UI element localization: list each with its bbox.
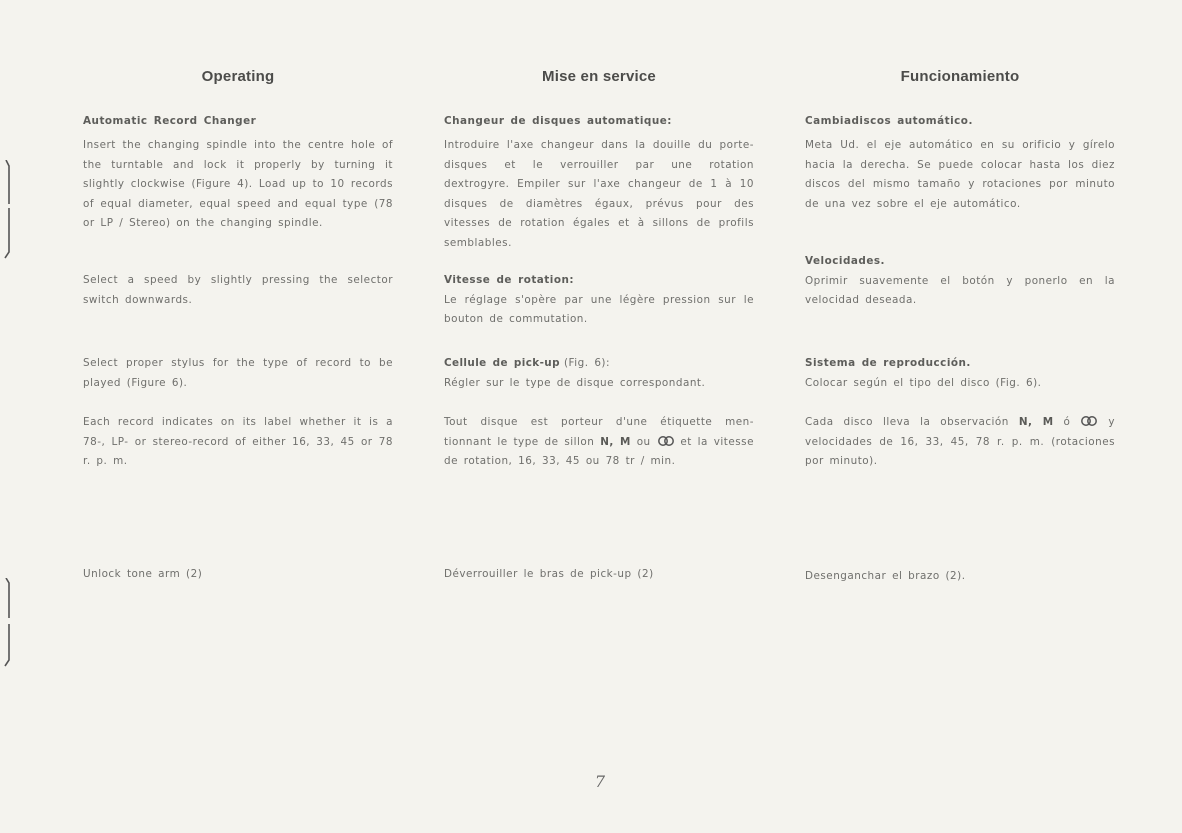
paragraph-text: Select proper stylus for the type of record to be played (Figure 6). <box>83 357 393 389</box>
subheading-changer-en: Automatic Record Changer <box>83 115 257 127</box>
label-text-b: velocidades de 16, 33, 45, 78 r. p. m. (rotaciones por minuto). <box>805 435 1115 467</box>
cell-fig-ref: (Fig. 6): <box>563 357 610 369</box>
paragraph-text: Unlock tone arm (2) <box>83 568 203 580</box>
subheading-changer-fr: Changeur de disques automatique: <box>444 115 672 127</box>
paragraph-text: Régler sur le type de disque correspondant. <box>444 376 706 389</box>
heading-mise-en-service: Mise en service <box>542 68 656 85</box>
paragraph-text <box>444 413 754 472</box>
paragraph-speed-en <box>83 271 393 310</box>
paragraph-text: Desenganchar el brazo (2). <box>805 570 966 582</box>
binding-mark <box>3 578 11 668</box>
paragraph-text: Colocar según el tipo del disco (Fig. 6). <box>805 376 1042 389</box>
paragraph-label-en <box>83 413 393 472</box>
paragraph-changer-en <box>83 136 393 234</box>
section-changer-en <box>83 112 393 132</box>
section-cell-fr <box>444 354 754 393</box>
subheading-speed-es: Velocidades. <box>805 255 886 267</box>
groove-letters: N, M <box>600 435 631 448</box>
section-changer-es <box>805 112 1115 132</box>
paragraph-text: Each record indicates on its label whether it is a 78-, LP- or stereo-record of either 16, 33, 45 or 78 r. p. m. <box>83 416 393 467</box>
heading-funcionamiento: Funcionamiento <box>900 68 1020 85</box>
label-or: ou <box>636 435 651 448</box>
paragraph-text: Select a speed by slightly pressing the selector switch downwards. <box>83 274 393 306</box>
section-changer-fr <box>444 112 754 132</box>
paragraph-stylus-en <box>83 354 393 393</box>
section-system-es <box>805 354 1115 393</box>
paragraph-text: Insert the changing spindle into the centre hole of the turntable and lock it properly by turning it slightly clockwise (Figure 4). Load up to 10 records of equal diameter, equal speed and equal type (78 or LP / Stereo) on the changing spindle. <box>83 139 393 229</box>
stereo-symbol-icon <box>657 436 675 446</box>
label-text-b: vitesse de rotation, 16, 33, 45 ou 78 tr / min. <box>444 435 754 467</box>
paragraph-text: Oprimir suavemente el botón y ponerlo en la velocidad deseada. <box>805 274 1115 306</box>
paragraph-unlock-es <box>805 567 1115 587</box>
section-speed-fr <box>444 271 754 330</box>
paragraph-label-es <box>805 413 1115 472</box>
paragraph-text: Déverrouiller le bras de pick-up (2) <box>444 568 654 580</box>
subheading-changer-es: Cambiadiscos automático. <box>805 115 973 127</box>
paragraph-changer-es <box>805 136 1115 214</box>
page-number: 7 <box>594 772 606 791</box>
paragraph-unlock-en <box>83 565 393 585</box>
subheading-system-es: Sistema de reproducción. <box>805 357 971 369</box>
groove-letters: N, M <box>1018 416 1054 428</box>
paragraph-text: Le réglage s'opère par une légère pression sur le bouton de commutation. <box>444 293 754 325</box>
paragraph-text <box>805 413 1115 472</box>
section-speed-es <box>805 252 1115 311</box>
subheading-cell-fr: Cellule de pick-up <box>444 357 560 369</box>
label-et: et la <box>680 435 708 448</box>
paragraph-changer-fr <box>444 136 754 253</box>
cell-line <box>444 354 754 374</box>
label-o: ó <box>1063 416 1071 428</box>
paragraph-unlock-fr <box>444 565 754 585</box>
label-text-a: Tout disque est porteur d'une étiquette men-tionnant le type de sillon <box>444 416 754 448</box>
heading-operating: Operating <box>201 68 275 85</box>
paragraph-text: Introduire l'axe changeur dans la douille du porte-disques et le verrouiller par une rotation dextrogyre. Empiler sur l'axe changeur de 1 à 10 disques de diamètres égaux, prévus pour des vitesses de rotation égales et à sillons de profils semblables. <box>444 139 754 249</box>
label-y: y <box>1108 416 1115 428</box>
paragraph-label-fr <box>444 413 754 472</box>
stereo-symbol-icon <box>1080 416 1098 426</box>
paragraph-text: Meta Ud. el eje automático en su orificio y gírelo hacia la derecha. Se puede colocar hasta los diez discos del mismo tamaño y rotaciones por minuto de una vez sobre el eje automático. <box>805 139 1115 210</box>
binding-mark <box>3 160 11 260</box>
label-text-a: Cada disco lleva la observación <box>805 416 1009 428</box>
subheading-speed-fr: Vitesse de rotation: <box>444 274 575 286</box>
